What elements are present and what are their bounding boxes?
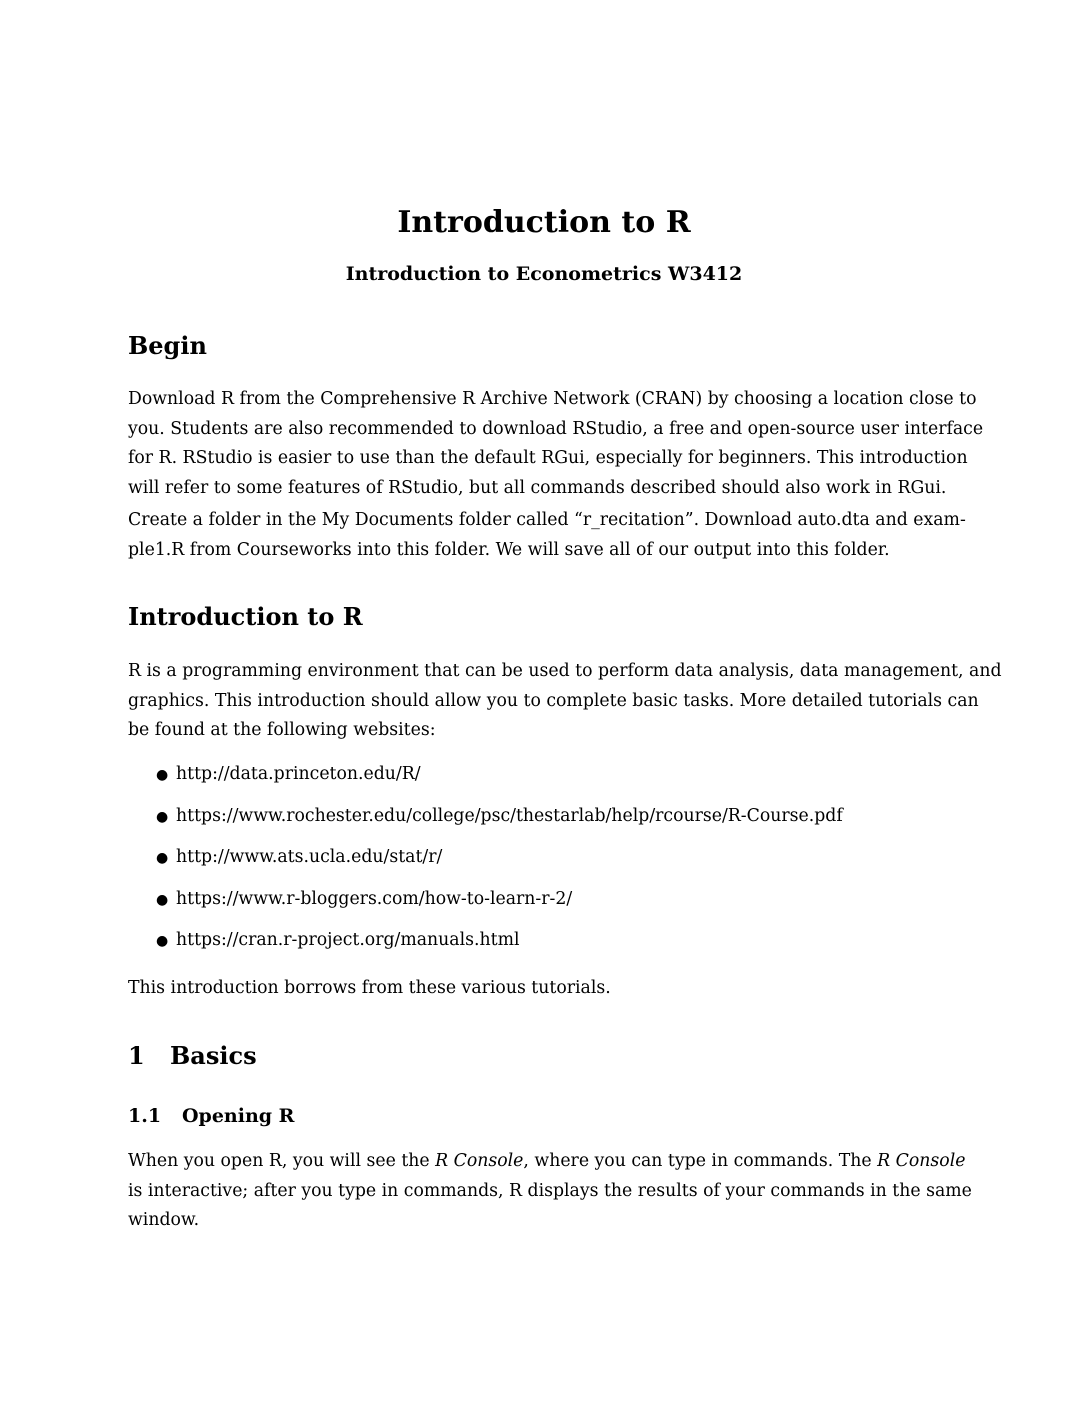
tutorial-link[interactable]: https://www.rochester.edu/college/psc/thestarlab/help/rcourse/R-Course.pdf bbox=[176, 805, 843, 826]
intro-paragraph bbox=[128, 657, 1002, 746]
section-title: Basics bbox=[170, 1041, 257, 1070]
list-item bbox=[156, 926, 843, 955]
text-line: be found at the following websites: bbox=[128, 720, 436, 740]
list-item bbox=[156, 802, 843, 831]
list-item bbox=[156, 843, 843, 872]
emphasis-r-console: R Console bbox=[435, 1151, 524, 1171]
begin-paragraph-2 bbox=[128, 506, 966, 565]
intro-closing-text bbox=[128, 974, 960, 1004]
subsection-number: 1.1 bbox=[128, 1105, 162, 1127]
text-line: for R. RStudio is easier to use than the default RGui, especially for beginners. This introduction bbox=[128, 448, 968, 468]
emphasis-r-console: R Console bbox=[877, 1151, 966, 1171]
text-line: Create a folder in the My Documents folder called “r_recitation”. Download auto.dta and exam- bbox=[128, 510, 966, 530]
tutorial-link[interactable]: http://data.princeton.edu/R/ bbox=[176, 764, 421, 784]
text-line: This introduction borrows from these various tutorials. bbox=[128, 978, 611, 998]
document-subtitle: Introduction to Econometrics W3412 bbox=[345, 263, 743, 285]
document-title: Introduction to R bbox=[397, 205, 691, 240]
bullet-icon: ● bbox=[156, 891, 169, 908]
text-line: R is a programming environment that can be used to perform data analysis, data management, and bbox=[128, 661, 1002, 681]
text-span: , where you can type in commands. The bbox=[523, 1151, 878, 1171]
tutorial-link[interactable]: https://cran.r-project.org/manuals.html bbox=[176, 930, 520, 951]
section-number: 1 bbox=[128, 1041, 145, 1070]
subsection-heading-opening-r bbox=[128, 1104, 294, 1128]
tutorial-link[interactable]: http://www.ats.ucla.edu/stat/r/ bbox=[176, 847, 443, 868]
text-line: will refer to some features of RStudio, but all commands described should also work in RGui. bbox=[128, 477, 947, 498]
bullet-icon: ● bbox=[156, 933, 169, 950]
list-item bbox=[156, 885, 843, 914]
bullet-icon: ● bbox=[156, 808, 169, 825]
text-line: you. Students are also recommended to download RStudio, a free and open-source user interface bbox=[128, 418, 984, 439]
text-line: Download R from the Comprehensive R Archive Network (CRAN) by choosing a location close to bbox=[128, 389, 977, 409]
tutorial-link[interactable]: https://www.r-bloggers.com/how-to-learn-r-2/ bbox=[176, 888, 573, 909]
text-line: is interactive; after you type in commands, R displays the results of your commands in the same bbox=[128, 1180, 972, 1201]
text-line: ple1.R from Courseworks into this folder. We will save all of our output into this folder. bbox=[128, 539, 890, 560]
list-item bbox=[156, 760, 843, 789]
subsection-title: Opening R bbox=[182, 1105, 295, 1127]
section-heading-basics bbox=[128, 1041, 257, 1071]
text-line: graphics. This introduction should allow you to complete basic tasks. More detailed tutorials can bbox=[128, 690, 979, 711]
bullet-icon: ● bbox=[156, 850, 169, 867]
text-span: When you open R, you will see the bbox=[128, 1151, 436, 1171]
text-line bbox=[128, 1147, 966, 1177]
begin-paragraph-1 bbox=[128, 385, 984, 503]
opening-r-paragraph bbox=[128, 1147, 972, 1236]
bullet-icon: ● bbox=[156, 767, 169, 783]
tutorial-link-list bbox=[156, 760, 843, 968]
section-heading-intro: Introduction to R bbox=[128, 602, 363, 631]
section-heading-begin: Begin bbox=[128, 331, 207, 360]
text-line: window. bbox=[128, 1210, 200, 1230]
